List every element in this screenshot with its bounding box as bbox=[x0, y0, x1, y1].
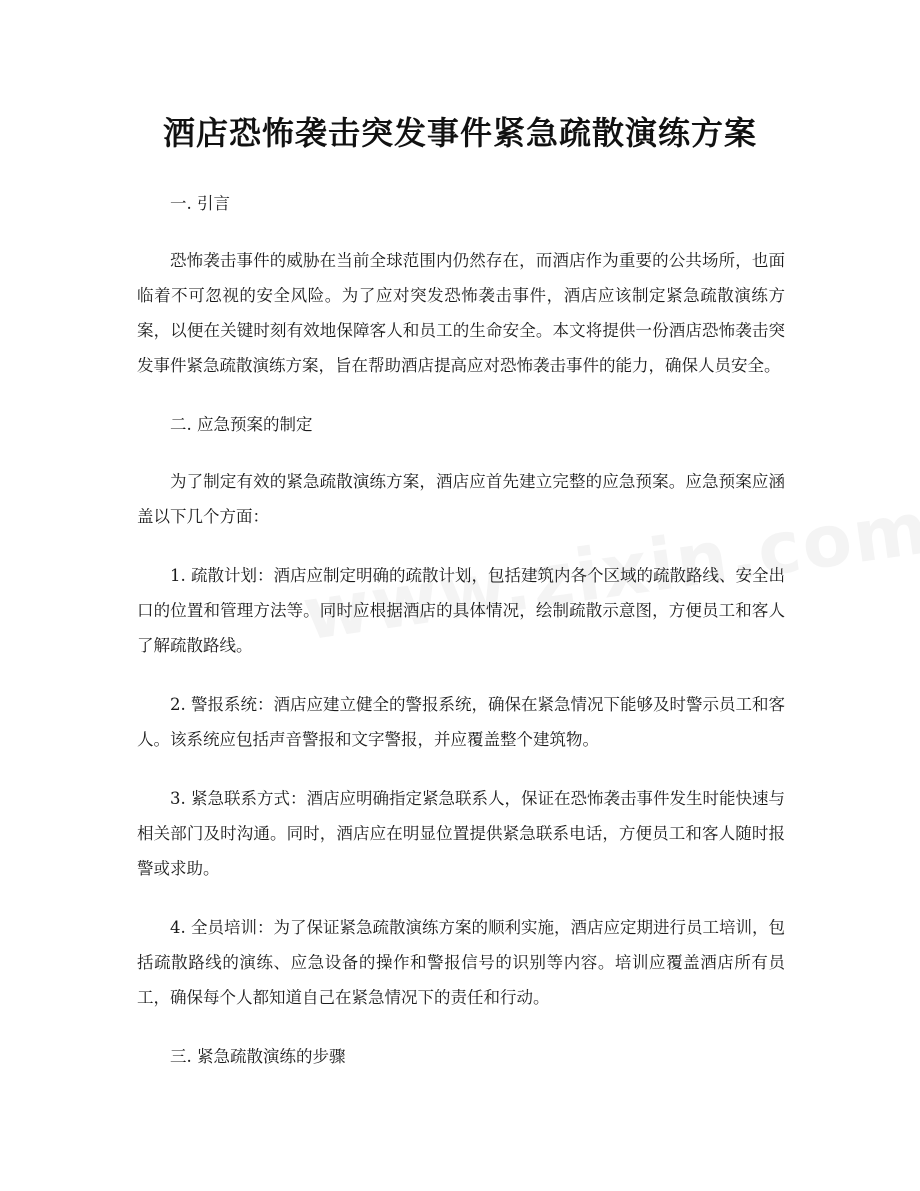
section-heading-intro: 一. 引言 bbox=[170, 194, 230, 213]
section-heading-plan: 二. 应急预案的制定 bbox=[170, 415, 313, 434]
document-body bbox=[137, 186, 785, 1096]
list-item-evacuation-plan: 1. 疏散计划：酒店应制定明确的疏散计划，包括建筑内各个区域的疏散路线、安全出口的位置和管理方法等。同时应根据酒店的具体情况，绘制疏散示意图，方便员工和客人了解疏散路线。 bbox=[137, 566, 785, 655]
paragraph-intro: 恐怖袭击事件的威胁在当前全球范围内仍然存在，而酒店作为重要的公共场所，也面临着不可忽视的安全风险。为了应对突发恐怖袭击事件，酒店应该制定紧急疏散演练方案，以便在关键时刻有效地保障客人和员工的生命安全。本文将提供一份酒店恐怖袭击突发事件紧急疏散演练方案，旨在帮助酒店提高应对恐怖袭击事件的能力，确保人员安全。 bbox=[137, 251, 785, 375]
document-title: 酒店恐怖袭击突发事件紧急疏散演练方案 bbox=[162, 114, 757, 152]
list-item-alarm-system: 2. 警报系统：酒店应建立健全的警报系统，确保在紧急情况下能够及时警示员工和客人。该系统应包括声音警报和文字警报，并应覆盖整个建筑物。 bbox=[137, 695, 785, 749]
paragraph-plan-intro: 为了制定有效的紧急疏散演练方案，酒店应首先建立完整的应急预案。应急预案应涵盖以下几个方面： bbox=[137, 472, 785, 526]
list-item-emergency-contact: 3. 紧急联系方式：酒店应明确指定紧急联系人，保证在恐怖袭击事件发生时能快速与相关部门及时沟通。同时，酒店应在明显位置提供紧急联系电话，方便员工和客人随时报警或求助。 bbox=[137, 789, 785, 878]
section-heading-drill-steps: 三. 紧急疏散演练的步骤 bbox=[170, 1047, 346, 1066]
list-item-staff-training: 4. 全员培训：为了保证紧急疏散演练方案的顺利实施，酒店应定期进行员工培训，包括疏散路线的演练、应急设备的操作和警报信号的识别等内容。培训应覆盖酒店所有员工，确保每个人都知道自己在紧急情况下的责任和行动。 bbox=[137, 918, 785, 1007]
